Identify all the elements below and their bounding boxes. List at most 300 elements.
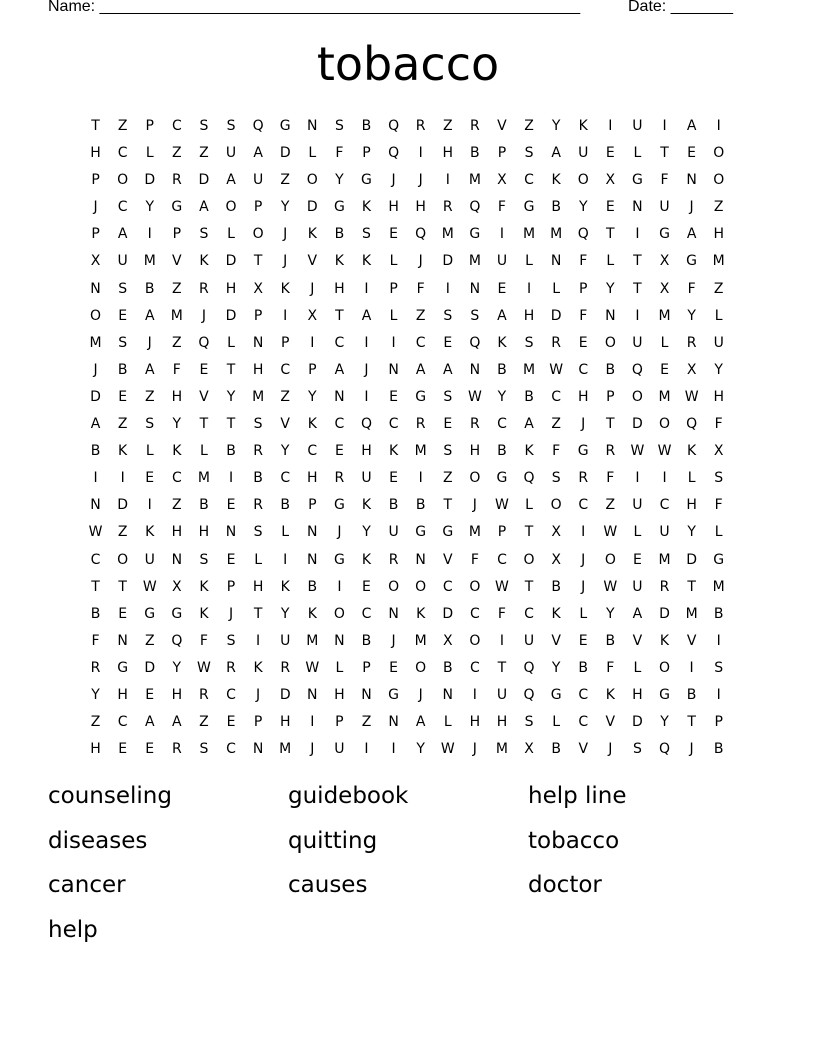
grid-cell[interactable]: I (499, 632, 505, 649)
grid-cell[interactable]: I (472, 686, 477, 703)
grid-cell[interactable]: T (199, 416, 209, 433)
grid-cell[interactable]: J (418, 686, 423, 703)
grid-cell[interactable]: O (469, 632, 481, 649)
grid-cell[interactable]: H (632, 686, 643, 703)
grid-cell[interactable]: N (252, 741, 264, 758)
grid-cell[interactable]: T (91, 578, 100, 595)
grid-cell[interactable]: I (716, 118, 721, 134)
grid-cell[interactable]: O (469, 578, 481, 595)
grid-cell[interactable]: U (388, 524, 399, 541)
grid-cell[interactable]: E (578, 632, 588, 649)
grid-cell[interactable]: O (252, 226, 264, 243)
grid-cell[interactable]: M (658, 388, 671, 405)
grid-cell[interactable]: I (147, 226, 152, 243)
grid-cell[interactable]: G (550, 686, 562, 703)
grid-cell[interactable]: Q (415, 226, 427, 243)
grid-cell[interactable]: K (361, 497, 372, 514)
grid-cell[interactable]: Y (226, 388, 236, 405)
grid-cell[interactable]: S (524, 145, 534, 162)
grid-cell[interactable]: H (252, 578, 264, 595)
grid-cell[interactable]: F (606, 659, 615, 676)
grid-cell[interactable]: R (388, 551, 399, 568)
grid-cell[interactable]: B (334, 226, 345, 243)
grid-cell[interactable]: P (308, 361, 317, 378)
grid-cell[interactable]: A (686, 226, 697, 243)
grid-cell[interactable]: I (364, 280, 369, 297)
grid-cell[interactable]: J (93, 361, 98, 378)
grid-cell[interactable]: D (550, 307, 562, 324)
grid-cell[interactable]: E (118, 605, 128, 622)
grid-cell[interactable]: L (335, 659, 344, 676)
grid-cell[interactable]: M (685, 605, 698, 622)
grid-cell[interactable]: C (469, 659, 480, 676)
grid-cell[interactable]: W (440, 741, 455, 758)
grid-cell[interactable]: V (442, 551, 453, 568)
grid-cell[interactable]: R (415, 416, 426, 433)
grid-cell[interactable]: L (254, 551, 263, 568)
grid-cell[interactable]: Q (631, 361, 643, 378)
grid-cell[interactable]: A (632, 605, 643, 622)
grid-cell[interactable]: B (307, 578, 318, 595)
grid-cell[interactable]: P (226, 578, 236, 595)
grid-cell[interactable]: J (581, 416, 586, 433)
grid-cell[interactable]: I (418, 145, 423, 162)
grid-cell[interactable]: P (253, 307, 263, 324)
grid-cell[interactable]: S (714, 470, 724, 487)
grid-cell[interactable]: E (118, 388, 128, 405)
grid-cell[interactable]: B (551, 578, 561, 595)
grid-cell[interactable]: F (579, 307, 588, 324)
grid-cell[interactable]: I (283, 551, 288, 568)
grid-cell[interactable]: C (280, 470, 291, 487)
grid-cell[interactable]: L (660, 334, 669, 351)
grid-cell[interactable]: H (90, 145, 101, 162)
grid-cell[interactable]: Q (198, 334, 210, 351)
grid-cell[interactable]: A (199, 199, 209, 216)
grid-cell[interactable]: C (497, 416, 507, 433)
grid-cell[interactable]: S (443, 443, 453, 460)
grid-cell[interactable]: I (445, 280, 450, 297)
grid-cell[interactable]: K (605, 686, 615, 703)
grid-cell[interactable]: Z (280, 388, 290, 405)
grid-cell[interactable]: C (578, 686, 589, 703)
grid-cell[interactable]: I (391, 741, 396, 758)
grid-cell[interactable]: R (686, 334, 697, 351)
grid-cell[interactable]: J (391, 172, 396, 189)
grid-cell[interactable]: J (472, 497, 477, 514)
grid-cell[interactable]: V (172, 253, 182, 270)
grid-cell[interactable]: K (334, 253, 344, 270)
grid-cell[interactable]: P (308, 497, 317, 514)
grid-cell[interactable]: O (604, 334, 616, 351)
grid-cell[interactable]: T (606, 416, 615, 433)
grid-cell[interactable]: U (578, 145, 589, 162)
grid-cell[interactable]: P (280, 334, 290, 351)
grid-cell[interactable]: S (443, 307, 453, 324)
grid-cell[interactable]: A (90, 416, 101, 433)
grid-cell[interactable]: U (361, 470, 372, 487)
grid-cell[interactable]: L (552, 280, 561, 297)
grid-cell[interactable]: D (225, 307, 237, 324)
grid-cell[interactable]: L (443, 714, 452, 731)
grid-cell[interactable]: L (633, 659, 642, 676)
grid-cell[interactable]: O (604, 551, 616, 568)
grid-cell[interactable]: G (577, 443, 589, 460)
grid-cell[interactable]: N (686, 172, 697, 189)
grid-cell[interactable]: B (90, 443, 101, 460)
grid-cell[interactable]: C (415, 334, 426, 351)
grid-cell[interactable]: C (388, 416, 399, 433)
grid-cell[interactable]: V (199, 388, 209, 405)
grid-cell[interactable]: V (551, 632, 561, 649)
grid-cell[interactable]: B (605, 361, 616, 378)
grid-cell[interactable]: N (550, 253, 562, 270)
grid-cell[interactable]: K (361, 551, 372, 568)
grid-cell[interactable]: A (334, 361, 345, 378)
grid-cell[interactable]: O (659, 416, 671, 433)
grid-cell[interactable]: Y (578, 199, 588, 216)
grid-cell[interactable]: N (90, 280, 101, 297)
grid-cell[interactable]: U (117, 253, 128, 270)
grid-cell[interactable]: G (388, 686, 399, 703)
grid-cell[interactable]: A (117, 226, 128, 243)
grid-cell[interactable]: Y (714, 361, 723, 378)
grid-cell[interactable]: G (659, 686, 670, 703)
grid-cell[interactable]: D (279, 686, 291, 703)
grid-cell[interactable]: K (280, 280, 290, 297)
grid-cell[interactable]: A (442, 361, 453, 378)
grid-cell[interactable]: I (635, 226, 640, 243)
grid-cell[interactable]: E (226, 497, 236, 514)
grid-cell[interactable]: Z (361, 714, 372, 731)
grid-cell[interactable]: P (335, 714, 344, 731)
grid-cell[interactable]: G (117, 659, 129, 676)
grid-cell[interactable]: X (713, 443, 724, 460)
grid-cell[interactable]: O (523, 551, 535, 568)
grid-cell[interactable]: Y (551, 659, 561, 676)
grid-cell[interactable]: N (605, 307, 616, 324)
grid-cell[interactable]: G (333, 199, 345, 216)
grid-cell[interactable]: Y (172, 659, 182, 676)
grid-cell[interactable]: J (256, 686, 261, 703)
grid-cell[interactable]: M (306, 632, 319, 649)
grid-cell[interactable]: J (689, 199, 694, 216)
grid-cell[interactable]: I (147, 497, 152, 514)
grid-cell[interactable]: H (361, 443, 372, 460)
grid-cell[interactable]: B (497, 443, 507, 460)
grid-cell[interactable]: U (713, 334, 724, 351)
grid-cell[interactable]: B (117, 361, 128, 378)
grid-cell[interactable]: Y (687, 524, 696, 541)
grid-cell[interactable]: A (524, 416, 534, 433)
grid-cell[interactable]: J (310, 741, 315, 758)
grid-cell[interactable]: I (716, 686, 721, 703)
grid-cell[interactable]: P (91, 226, 100, 243)
grid-cell[interactable]: B (361, 118, 372, 134)
grid-cell[interactable]: G (279, 118, 291, 134)
grid-cell[interactable]: S (551, 470, 561, 487)
grid-cell[interactable]: S (470, 307, 480, 324)
grid-cell[interactable]: P (91, 172, 100, 189)
grid-cell[interactable]: O (117, 551, 129, 568)
grid-cell[interactable]: H (198, 524, 210, 541)
grid-cell[interactable]: V (686, 632, 697, 649)
grid-cell[interactable]: E (334, 443, 344, 460)
grid-cell[interactable]: B (90, 605, 101, 622)
grid-cell[interactable]: G (333, 551, 345, 568)
grid-cell[interactable]: A (144, 361, 155, 378)
grid-cell[interactable]: M (441, 226, 454, 243)
grid-cell[interactable]: N (307, 686, 318, 703)
grid-cell[interactable]: U (496, 686, 508, 703)
grid-cell[interactable]: K (307, 605, 317, 622)
grid-cell[interactable]: I (364, 388, 369, 405)
grid-cell[interactable]: Q (659, 741, 671, 758)
grid-cell[interactable]: J (418, 253, 423, 270)
grid-cell[interactable]: E (389, 388, 398, 405)
grid-cell[interactable]: Z (117, 416, 128, 433)
grid-cell[interactable]: G (361, 172, 372, 189)
grid-cell[interactable]: H (171, 388, 183, 405)
grid-cell[interactable]: R (334, 470, 345, 487)
grid-cell[interactable]: U (659, 199, 670, 216)
grid-cell[interactable]: B (686, 686, 697, 703)
grid-cell[interactable]: L (308, 145, 317, 162)
grid-cell[interactable]: E (443, 334, 453, 351)
grid-cell[interactable]: I (445, 172, 450, 189)
grid-cell[interactable]: K (416, 605, 426, 622)
grid-cell[interactable]: I (93, 470, 98, 487)
grid-cell[interactable]: R (469, 416, 480, 433)
grid-cell[interactable]: Y (335, 172, 344, 189)
grid-cell[interactable]: X (686, 361, 697, 378)
grid-cell[interactable]: C (578, 361, 589, 378)
grid-cell[interactable]: P (253, 199, 263, 216)
grid-cell[interactable]: H (171, 524, 183, 541)
grid-cell[interactable]: T (118, 578, 127, 595)
grid-cell[interactable]: O (577, 172, 589, 189)
grid-cell[interactable]: M (658, 307, 671, 324)
grid-cell[interactable]: C (659, 497, 670, 514)
grid-cell[interactable]: Q (469, 334, 481, 351)
grid-cell[interactable]: Y (280, 199, 290, 216)
grid-cell[interactable]: N (632, 199, 643, 216)
grid-cell[interactable]: F (714, 416, 723, 433)
grid-cell[interactable]: A (361, 307, 372, 324)
grid-cell[interactable]: C (524, 172, 534, 189)
grid-cell[interactable]: I (689, 659, 694, 676)
grid-cell[interactable]: M (414, 632, 427, 649)
grid-cell[interactable]: S (253, 416, 263, 433)
grid-cell[interactable]: Z (524, 118, 534, 134)
grid-cell[interactable]: V (307, 253, 318, 270)
grid-cell[interactable]: S (199, 551, 209, 568)
grid-cell[interactable]: J (472, 741, 477, 758)
grid-cell[interactable]: B (388, 497, 399, 514)
grid-cell[interactable]: K (199, 253, 209, 270)
grid-cell[interactable]: S (118, 280, 128, 297)
grid-cell[interactable]: R (280, 659, 291, 676)
grid-cell[interactable]: B (415, 497, 426, 514)
grid-cell[interactable]: I (499, 226, 505, 243)
grid-cell[interactable]: F (91, 632, 100, 649)
grid-cell[interactable]: B (713, 741, 724, 758)
grid-cell[interactable]: W (305, 659, 320, 676)
grid-cell[interactable]: S (199, 741, 209, 758)
grid-cell[interactable]: Z (713, 199, 724, 216)
grid-cell[interactable]: Z (199, 714, 209, 731)
grid-cell[interactable]: X (253, 280, 263, 297)
grid-cell[interactable]: H (523, 307, 535, 324)
grid-cell[interactable]: P (714, 714, 723, 731)
grid-cell[interactable]: O (415, 659, 427, 676)
grid-cell[interactable]: J (418, 172, 423, 189)
grid-cell[interactable]: K (361, 253, 372, 270)
grid-cell[interactable]: L (145, 145, 154, 162)
grid-cell[interactable]: K (307, 226, 317, 243)
grid-cell[interactable]: B (280, 497, 290, 514)
grid-cell[interactable]: D (144, 659, 156, 676)
grid-cell[interactable]: K (687, 443, 697, 460)
grid-cell[interactable]: D (632, 416, 643, 433)
grid-cell[interactable]: M (712, 253, 725, 270)
grid-cell[interactable]: Y (172, 416, 182, 433)
grid-cell[interactable]: Y (416, 741, 425, 758)
name-field-label[interactable]: Name: ______________________________________________________ (48, 0, 581, 15)
grid-cell[interactable]: U (659, 524, 670, 541)
grid-cell[interactable]: O (90, 307, 102, 324)
grid-cell[interactable]: S (253, 524, 263, 541)
grid-cell[interactable]: O (415, 578, 427, 595)
grid-cell[interactable]: F (497, 605, 506, 622)
grid-cell[interactable]: I (418, 470, 423, 487)
grid-cell[interactable]: H (496, 714, 508, 731)
grid-cell[interactable]: H (713, 226, 724, 243)
grid-cell[interactable]: S (226, 118, 236, 134)
grid-cell[interactable]: I (228, 470, 234, 487)
grid-cell[interactable]: H (442, 145, 454, 162)
grid-cell[interactable]: Z (280, 172, 290, 189)
grid-cell[interactable]: G (469, 226, 481, 243)
grid-cell[interactable]: I (310, 334, 315, 351)
grid-cell[interactable]: D (144, 172, 156, 189)
grid-cell[interactable]: I (716, 632, 721, 649)
grid-cell[interactable]: D (198, 172, 210, 189)
grid-cell[interactable]: J (283, 226, 288, 243)
grid-cell[interactable]: Y (362, 524, 371, 541)
grid-cell[interactable]: D (686, 551, 697, 568)
grid-cell[interactable]: I (364, 741, 369, 758)
grid-cell[interactable]: O (713, 172, 725, 189)
grid-cell[interactable]: F (660, 172, 669, 189)
grid-cell[interactable]: C (578, 714, 589, 731)
grid-cell[interactable]: R (253, 443, 263, 460)
grid-cell[interactable]: E (389, 470, 398, 487)
grid-cell[interactable]: A (144, 307, 155, 324)
grid-cell[interactable]: M (468, 524, 481, 541)
grid-cell[interactable]: Y (606, 280, 615, 297)
grid-cell[interactable]: E (199, 361, 209, 378)
grid-cell[interactable]: P (389, 280, 398, 297)
grid-cell[interactable]: S (226, 632, 236, 649)
grid-cell[interactable]: X (605, 172, 616, 189)
grid-cell[interactable]: H (469, 443, 481, 460)
grid-cell[interactable]: Y (606, 605, 615, 622)
grid-cell[interactable]: X (442, 632, 453, 649)
grid-cell[interactable]: J (364, 361, 369, 378)
grid-cell[interactable]: N (225, 524, 237, 541)
grid-cell[interactable]: Q (523, 470, 535, 487)
grid-cell[interactable]: Y (145, 199, 155, 216)
grid-cell[interactable]: C (117, 714, 128, 731)
grid-cell[interactable]: X (551, 524, 561, 541)
grid-cell[interactable]: K (172, 443, 182, 460)
grid-cell[interactable]: N (171, 551, 183, 568)
grid-cell[interactable]: X (551, 551, 561, 568)
grid-cell[interactable]: N (90, 497, 101, 514)
grid-cell[interactable]: I (608, 118, 613, 134)
grid-cell[interactable]: J (283, 253, 288, 270)
grid-cell[interactable]: L (389, 307, 398, 324)
grid-cell[interactable]: E (687, 145, 697, 162)
grid-cell[interactable]: V (632, 632, 643, 649)
grid-cell[interactable]: C (524, 605, 534, 622)
grid-cell[interactable]: I (581, 524, 586, 541)
grid-cell[interactable]: G (144, 605, 156, 622)
grid-cell[interactable]: V (280, 416, 290, 433)
grid-cell[interactable]: Z (172, 497, 182, 514)
grid-cell[interactable]: G (415, 524, 427, 541)
grid-cell[interactable]: S (714, 659, 724, 676)
grid-cell[interactable]: T (524, 578, 534, 595)
grid-cell[interactable]: C (551, 388, 562, 405)
grid-cell[interactable]: L (714, 524, 723, 541)
grid-cell[interactable]: C (171, 470, 182, 487)
grid-cell[interactable]: B (551, 199, 561, 216)
grid-cell[interactable]: S (632, 741, 642, 758)
grid-cell[interactable]: Q (686, 416, 698, 433)
grid-cell[interactable]: M (712, 578, 725, 595)
grid-cell[interactable]: G (171, 605, 183, 622)
grid-cell[interactable]: M (468, 172, 481, 189)
date-field-label[interactable]: Date: _______ (628, 0, 733, 15)
grid-cell[interactable]: X (172, 578, 182, 595)
grid-cell[interactable]: F (606, 470, 615, 487)
grid-cell[interactable]: I (337, 578, 342, 595)
grid-cell[interactable]: A (226, 172, 236, 189)
grid-cell[interactable]: N (334, 632, 345, 649)
grid-cell[interactable]: X (524, 741, 534, 758)
grid-cell[interactable]: U (632, 118, 643, 134)
grid-cell[interactable]: G (171, 199, 183, 216)
grid-cell[interactable]: G (686, 253, 698, 270)
grid-cell[interactable]: J (608, 741, 613, 758)
grid-cell[interactable]: V (605, 714, 616, 731)
grid-cell[interactable]: E (145, 741, 155, 758)
grid-cell[interactable]: Z (90, 714, 101, 731)
grid-cell[interactable]: W (88, 524, 103, 541)
grid-cell[interactable]: C (171, 118, 182, 134)
grid-cell[interactable]: M (197, 470, 210, 487)
grid-cell[interactable]: S (118, 334, 128, 351)
grid-cell[interactable]: B (497, 361, 507, 378)
grid-cell[interactable]: M (523, 361, 536, 378)
grid-cell[interactable]: Y (280, 605, 290, 622)
grid-cell[interactable]: Y (687, 307, 696, 324)
grid-cell[interactable]: U (632, 497, 643, 514)
grid-cell[interactable]: C (469, 605, 480, 622)
grid-cell[interactable]: Y (497, 388, 507, 405)
